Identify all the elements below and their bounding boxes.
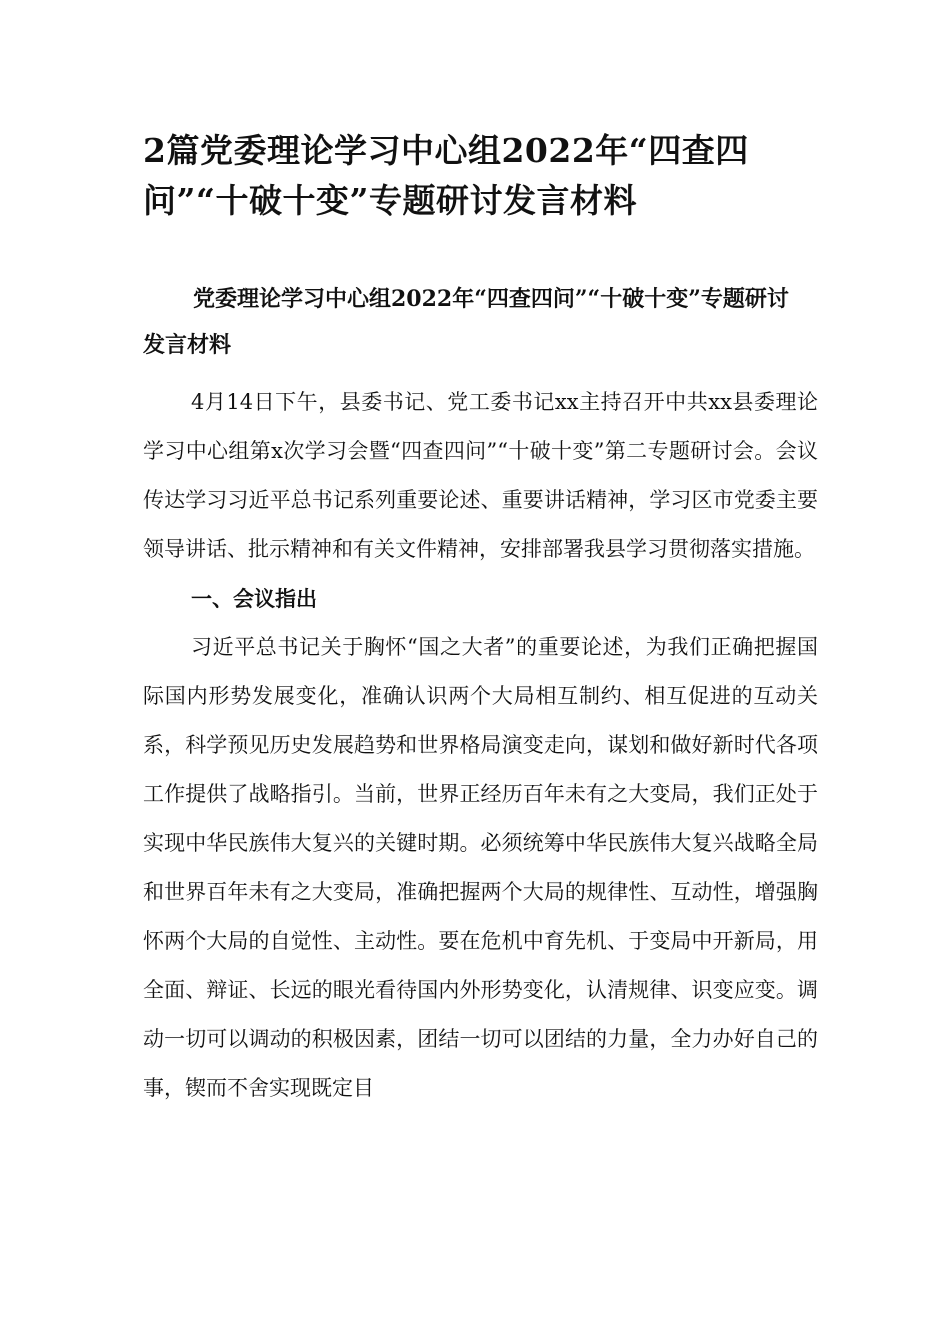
paragraph-meeting-points: 习近平总书记关于胸怀“国之大者”的重要论述，为我们正确把握国际国内形势发展变化，准确认识两个大局相互制约、相互促进的互动关系，科学预见历史发展趋势和世界格局演变走向，谋划和做好新时代各项工作提供了战略指引。当前，世界正经历百年未有之大变局，我们正处于实现中华民族伟大复兴的关键时期。必须统筹中华民族伟大复兴战略全局和世界百年未有之大变局，准确把握两个大局的规律性、互动性，增强胸怀两个大局的自觉性、主动性。要在危机中育先机、于变局中开新局，用全面、辩证、长远的眼光看待国内外形势变化，认清规律、识变应变。调动一切可以调动的积极因素，团结一切可以团结的力量，全力办好自己的事，锲而不舍实现既定目 [143, 635, 818, 1100]
section-heading-meeting-points: 一、会议指出 [191, 586, 317, 611]
document-body [143, 378, 818, 1113]
paragraph-meeting-intro: 4月14日下午，县委书记、党工委书记xx主持召开中共xx县委理论学习中心组第x次学习会暨“四查四问”“十破十变”第二专题研讨会。会议传达学习习近平总书记系列重要论述、重要讲话精神，学习区市党委主要领导讲话、批示精神和有关文件精神，安排部署我县学习贯彻落实措施。 [143, 390, 818, 561]
document-subtitle: 党委理论学习中心组2022年“四查四问”“十破十变”专题研讨发言材料 [143, 286, 789, 358]
document-title: 2篇党委理论学习中心组2022年“四查四问”“十破十变”专题研讨发言材料 [143, 131, 749, 220]
